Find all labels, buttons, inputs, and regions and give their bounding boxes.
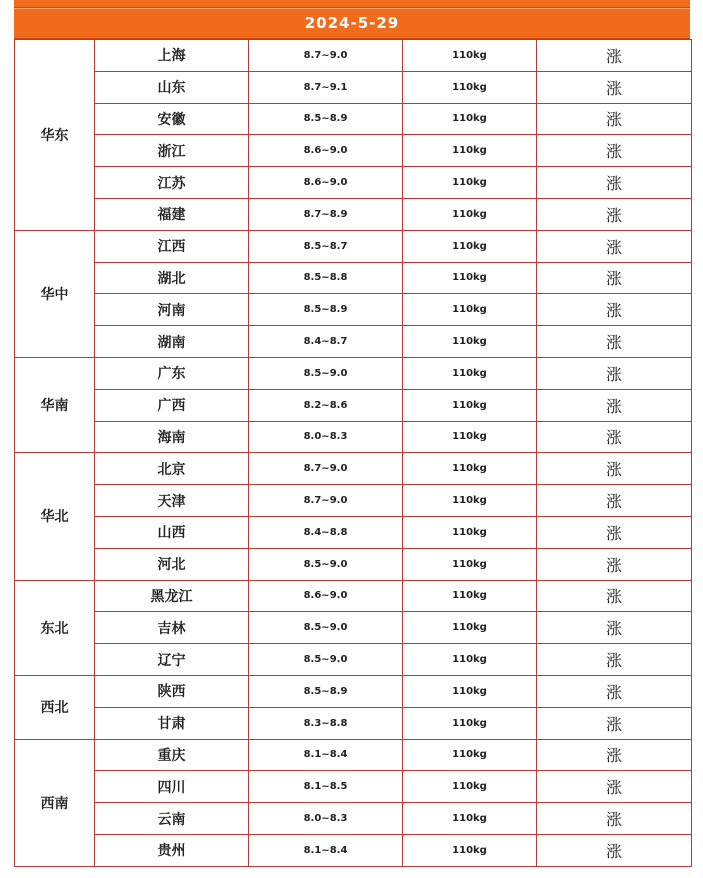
top-banner-clipped (14, 0, 690, 8)
province-cell: 江苏 (95, 167, 249, 199)
trend-cell: 涨 (537, 389, 692, 421)
weight-cell: 110kg (403, 548, 537, 580)
table-row (15, 580, 692, 612)
weight-cell: 110kg (403, 71, 537, 103)
price-cell: 8.5~9.0 (249, 644, 403, 676)
province-cell: 安徽 (95, 103, 249, 135)
province-cell: 辽宁 (95, 644, 249, 676)
weight-cell: 110kg (403, 834, 537, 866)
trend-cell: 涨 (537, 135, 692, 167)
table-row (15, 803, 692, 835)
price-cell: 8.5~9.0 (249, 357, 403, 389)
trend-cell: 涨 (537, 516, 692, 548)
table-row (15, 707, 692, 739)
province-cell: 云南 (95, 803, 249, 835)
trend-cell: 涨 (537, 198, 692, 230)
province-cell: 甘肃 (95, 707, 249, 739)
province-cell: 山东 (95, 71, 249, 103)
province-cell: 湖南 (95, 326, 249, 358)
trend-cell: 涨 (537, 707, 692, 739)
table-row (15, 771, 692, 803)
region-cell: 华北 (15, 453, 95, 580)
region-cell: 华南 (15, 357, 95, 452)
trend-cell: 涨 (537, 453, 692, 485)
price-cell: 8.7~8.9 (249, 198, 403, 230)
price-cell: 8.5~8.9 (249, 294, 403, 326)
price-cell: 8.1~8.4 (249, 739, 403, 771)
weight-cell: 110kg (403, 167, 537, 199)
trend-cell: 涨 (537, 294, 692, 326)
table-row (15, 485, 692, 517)
weight-cell: 110kg (403, 103, 537, 135)
trend-cell: 涨 (537, 834, 692, 866)
province-cell: 福建 (95, 198, 249, 230)
table-row (15, 548, 692, 580)
table-row (15, 516, 692, 548)
region-cell: 华中 (15, 230, 95, 357)
table-row (15, 71, 692, 103)
table-row (15, 612, 692, 644)
table-row (15, 262, 692, 294)
price-cell: 8.3~8.8 (249, 707, 403, 739)
weight-cell: 110kg (403, 485, 537, 517)
weight-cell: 110kg (403, 803, 537, 835)
trend-cell: 涨 (537, 612, 692, 644)
price-table (14, 39, 692, 867)
weight-cell: 110kg (403, 612, 537, 644)
price-cell: 8.0~8.3 (249, 421, 403, 453)
weight-cell: 110kg (403, 771, 537, 803)
table-row (15, 675, 692, 707)
trend-cell: 涨 (537, 803, 692, 835)
weight-cell: 110kg (403, 135, 537, 167)
trend-cell: 涨 (537, 167, 692, 199)
trend-cell: 涨 (537, 262, 692, 294)
province-cell: 河南 (95, 294, 249, 326)
trend-cell: 涨 (537, 230, 692, 262)
province-cell: 河北 (95, 548, 249, 580)
weight-cell: 110kg (403, 294, 537, 326)
weight-cell: 110kg (403, 357, 537, 389)
trend-cell: 涨 (537, 739, 692, 771)
table-row (15, 389, 692, 421)
table-row (15, 167, 692, 199)
price-cell: 8.6~9.0 (249, 135, 403, 167)
trend-cell: 涨 (537, 71, 692, 103)
price-cell: 8.1~8.5 (249, 771, 403, 803)
table-row (15, 198, 692, 230)
price-cell: 8.5~8.9 (249, 103, 403, 135)
trend-cell: 涨 (537, 771, 692, 803)
table-row (15, 326, 692, 358)
price-sheet (14, 0, 690, 867)
price-cell: 8.1~8.4 (249, 834, 403, 866)
table-row (15, 103, 692, 135)
weight-cell: 110kg (403, 262, 537, 294)
price-cell: 8.7~9.1 (249, 71, 403, 103)
table-row (15, 294, 692, 326)
province-cell: 重庆 (95, 739, 249, 771)
trend-cell: 涨 (537, 644, 692, 676)
province-cell: 浙江 (95, 135, 249, 167)
weight-cell: 110kg (403, 40, 537, 72)
weight-cell: 110kg (403, 739, 537, 771)
trend-cell: 涨 (537, 103, 692, 135)
table-row (15, 357, 692, 389)
trend-cell: 涨 (537, 548, 692, 580)
province-cell: 山西 (95, 516, 249, 548)
price-table-body (15, 40, 692, 867)
region-cell: 东北 (15, 580, 95, 675)
table-row (15, 453, 692, 485)
price-cell: 8.6~9.0 (249, 580, 403, 612)
province-cell: 贵州 (95, 834, 249, 866)
province-cell: 江西 (95, 230, 249, 262)
province-cell: 黑龙江 (95, 580, 249, 612)
weight-cell: 110kg (403, 644, 537, 676)
table-row (15, 40, 692, 72)
weight-cell: 110kg (403, 707, 537, 739)
price-cell: 8.5~8.7 (249, 230, 403, 262)
price-cell: 8.5~8.9 (249, 675, 403, 707)
table-row (15, 739, 692, 771)
price-cell: 8.5~9.0 (249, 548, 403, 580)
region-cell: 华东 (15, 40, 95, 231)
weight-cell: 110kg (403, 675, 537, 707)
price-cell: 8.4~8.7 (249, 326, 403, 358)
province-cell: 湖北 (95, 262, 249, 294)
price-cell: 8.5~9.0 (249, 612, 403, 644)
weight-cell: 110kg (403, 580, 537, 612)
region-cell: 西南 (15, 739, 95, 866)
province-cell: 广西 (95, 389, 249, 421)
trend-cell: 涨 (537, 357, 692, 389)
trend-cell: 涨 (537, 580, 692, 612)
price-cell: 8.7~9.0 (249, 485, 403, 517)
table-row (15, 135, 692, 167)
price-cell: 8.7~9.0 (249, 453, 403, 485)
province-cell: 广东 (95, 357, 249, 389)
table-row (15, 644, 692, 676)
province-cell: 北京 (95, 453, 249, 485)
trend-cell: 涨 (537, 421, 692, 453)
province-cell: 吉林 (95, 612, 249, 644)
province-cell: 四川 (95, 771, 249, 803)
weight-cell: 110kg (403, 326, 537, 358)
province-cell: 天津 (95, 485, 249, 517)
table-row (15, 421, 692, 453)
province-cell: 海南 (95, 421, 249, 453)
price-cell: 8.7~9.0 (249, 40, 403, 72)
province-cell: 上海 (95, 40, 249, 72)
province-cell: 陕西 (95, 675, 249, 707)
trend-cell: 涨 (537, 40, 692, 72)
price-cell: 8.2~8.6 (249, 389, 403, 421)
weight-cell: 110kg (403, 389, 537, 421)
date-header: 2024-5-29 (14, 8, 690, 39)
table-row (15, 230, 692, 262)
trend-cell: 涨 (537, 675, 692, 707)
trend-cell: 涨 (537, 485, 692, 517)
price-cell: 8.5~8.8 (249, 262, 403, 294)
weight-cell: 110kg (403, 453, 537, 485)
price-cell: 8.0~8.3 (249, 803, 403, 835)
trend-cell: 涨 (537, 326, 692, 358)
weight-cell: 110kg (403, 230, 537, 262)
region-cell: 西北 (15, 675, 95, 739)
price-cell: 8.6~9.0 (249, 167, 403, 199)
price-cell: 8.4~8.8 (249, 516, 403, 548)
table-row (15, 834, 692, 866)
weight-cell: 110kg (403, 198, 537, 230)
weight-cell: 110kg (403, 421, 537, 453)
weight-cell: 110kg (403, 516, 537, 548)
